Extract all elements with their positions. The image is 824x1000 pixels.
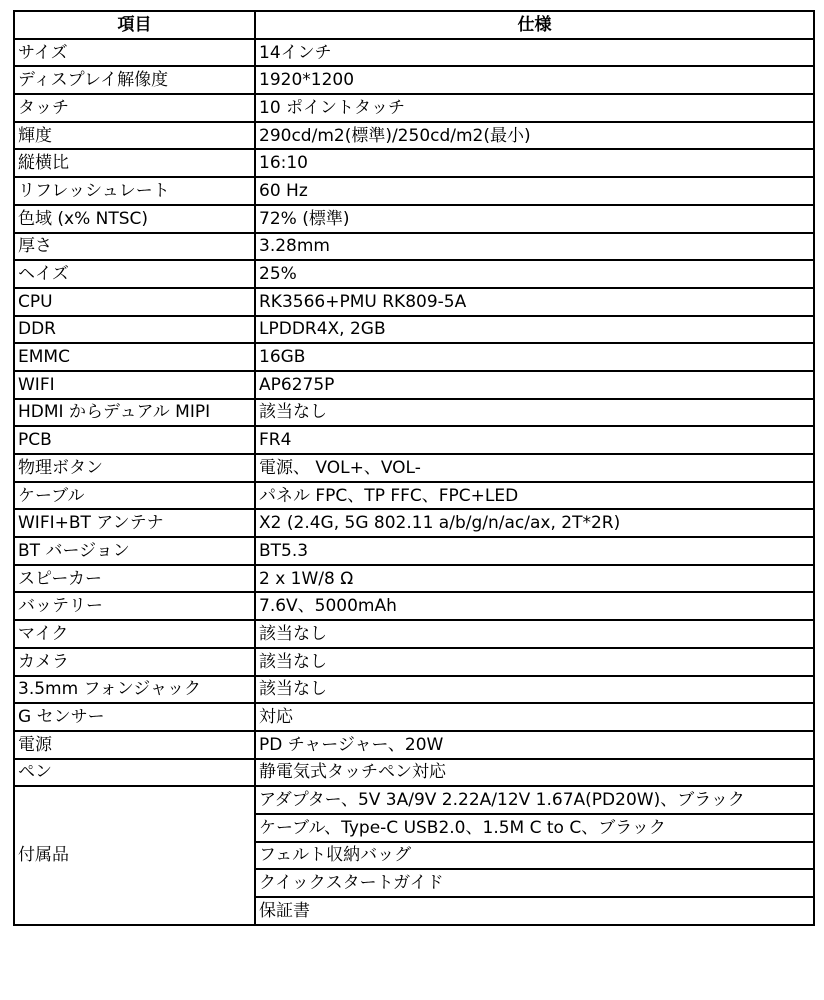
item-cell: CPU: [14, 288, 255, 316]
item-cell: DDR: [14, 316, 255, 344]
table-row: [14, 66, 814, 94]
table-body: [14, 39, 814, 925]
table-header: [14, 11, 814, 39]
header-item: 項目: [14, 11, 255, 39]
table-row: [14, 482, 814, 510]
item-cell: ディスプレイ解像度: [14, 66, 255, 94]
table-row: [14, 205, 814, 233]
spec-cell: BT5.3: [255, 537, 814, 565]
accessory-item-cell: 保証書: [255, 897, 814, 925]
table-row: [14, 343, 814, 371]
spec-cell: 14インチ: [255, 39, 814, 67]
table-row: [14, 426, 814, 454]
item-cell: WIFI+BT アンテナ: [14, 509, 255, 537]
spec-cell: FR4: [255, 426, 814, 454]
spec-cell: AP6275P: [255, 371, 814, 399]
spec-cell: 静電気式タッチペン対応: [255, 759, 814, 787]
item-cell: 輝度: [14, 122, 255, 150]
table-row: [14, 620, 814, 648]
spec-cell: 25%: [255, 260, 814, 288]
spec-cell: 16GB: [255, 343, 814, 371]
table-row: [14, 731, 814, 759]
item-cell: 3.5mm フォンジャック: [14, 676, 255, 704]
table-row: [14, 288, 814, 316]
item-cell: 物理ボタン: [14, 454, 255, 482]
table-row: [14, 759, 814, 787]
spec-cell: 290cd/m2(標準)/250cd/m2(最小): [255, 122, 814, 150]
item-cell: WIFI: [14, 371, 255, 399]
spec-table: [13, 10, 815, 926]
table-row: [14, 39, 814, 67]
table-row: [14, 177, 814, 205]
spec-cell: 10 ポイントタッチ: [255, 94, 814, 122]
accessory-row: [14, 786, 814, 814]
spec-cell: RK3566+PMU RK809-5A: [255, 288, 814, 316]
table-row: [14, 399, 814, 427]
spec-cell: 72% (標準): [255, 205, 814, 233]
item-cell: BT バージョン: [14, 537, 255, 565]
header-row: [14, 11, 814, 39]
item-cell: ペン: [14, 759, 255, 787]
spec-cell: 該当なし: [255, 676, 814, 704]
table-row: [14, 316, 814, 344]
spec-cell: LPDDR4X, 2GB: [255, 316, 814, 344]
table-row: [14, 371, 814, 399]
table-row: [14, 260, 814, 288]
item-cell: リフレッシュレート: [14, 177, 255, 205]
item-cell: PCB: [14, 426, 255, 454]
spec-cell: 対応: [255, 703, 814, 731]
table-row: [14, 149, 814, 177]
item-cell: EMMC: [14, 343, 255, 371]
item-cell: サイズ: [14, 39, 255, 67]
table-row: [14, 703, 814, 731]
spec-cell: 1920*1200: [255, 66, 814, 94]
spec-cell: 16:10: [255, 149, 814, 177]
spec-cell: 電源、 VOL+、VOL-: [255, 454, 814, 482]
spec-cell: 該当なし: [255, 648, 814, 676]
item-cell: 縦横比: [14, 149, 255, 177]
spec-cell: 60 Hz: [255, 177, 814, 205]
spec-cell: 2 x 1W/8 Ω: [255, 565, 814, 593]
table-row: [14, 592, 814, 620]
spec-cell: PD チャージャー、20W: [255, 731, 814, 759]
item-cell: スピーカー: [14, 565, 255, 593]
item-cell: バッテリー: [14, 592, 255, 620]
table-row: [14, 537, 814, 565]
item-cell: 色域 (x% NTSC): [14, 205, 255, 233]
item-cell: G センサー: [14, 703, 255, 731]
accessory-item-cell: フェルト収納バッグ: [255, 842, 814, 870]
spec-cell: 7.6V、5000mAh: [255, 592, 814, 620]
accessory-item-cell: ケーブル、Type-C USB2.0、1.5M C to C、ブラック: [255, 814, 814, 842]
item-cell: 電源: [14, 731, 255, 759]
table-row: [14, 509, 814, 537]
item-cell: 厚さ: [14, 233, 255, 261]
spec-cell: 該当なし: [255, 620, 814, 648]
item-cell: ケーブル: [14, 482, 255, 510]
item-cell: ヘイズ: [14, 260, 255, 288]
spec-cell: パネル FPC、TP FFC、FPC+LED: [255, 482, 814, 510]
spec-cell: X2 (2.4G, 5G 802.11 a/b/g/n/ac/ax, 2T*2R): [255, 509, 814, 537]
spec-cell: 3.28mm: [255, 233, 814, 261]
table-row: [14, 94, 814, 122]
table-row: [14, 454, 814, 482]
spec-cell: 該当なし: [255, 399, 814, 427]
accessories-label-cell: 付属品: [14, 786, 255, 924]
table-row: [14, 648, 814, 676]
accessory-item-cell: クイックスタートガイド: [255, 869, 814, 897]
table-row: [14, 565, 814, 593]
item-cell: タッチ: [14, 94, 255, 122]
accessory-item-cell: アダプター、5V 3A/9V 2.22A/12V 1.67A(PD20W)、ブラック: [255, 786, 814, 814]
item-cell: カメラ: [14, 648, 255, 676]
table-row: [14, 233, 814, 261]
item-cell: マイク: [14, 620, 255, 648]
header-spec: 仕様: [255, 11, 814, 39]
table-row: [14, 122, 814, 150]
table-row: [14, 676, 814, 704]
item-cell: HDMI からデュアル MIPI: [14, 399, 255, 427]
